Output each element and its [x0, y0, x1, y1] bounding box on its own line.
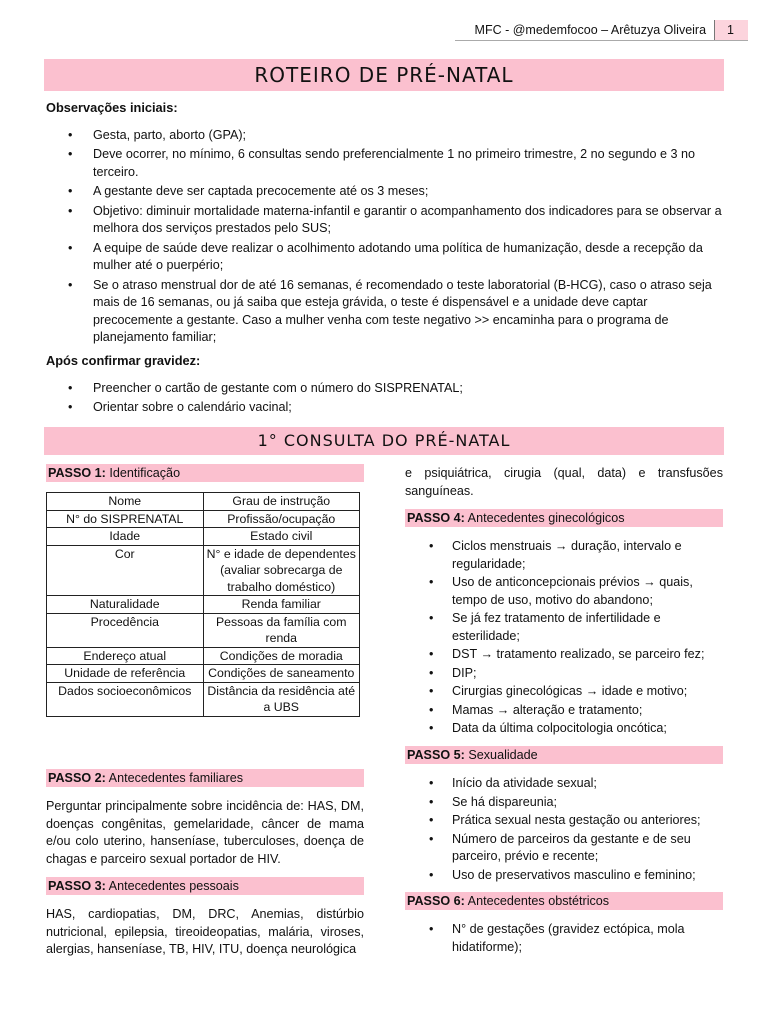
list-item: • Uso de preservativos masculino e feminino; — [405, 867, 723, 885]
list-item: • A equipe de saúde deve realizar o acolhimento adotando uma política de humanização, desde a recepção da mulher até o puerpério; — [46, 240, 726, 275]
list-item: • Prática sexual nesta gestação ou anteriores; — [405, 812, 723, 830]
table-row — [47, 647, 360, 665]
passo-title: Sexualidade — [468, 748, 538, 762]
passo-3-continuation: e psiquiátrica, cirugia (qual, data) e transfusões sanguíneas. — [405, 466, 723, 498]
table-row — [47, 510, 360, 528]
passo-4-list — [405, 538, 723, 738]
list-item: • Data da última colpocitologia oncótica; — [405, 720, 723, 738]
table-cell: Idade — [47, 528, 204, 546]
passo-2-header — [46, 769, 364, 787]
passo-label: PASSO 3: — [48, 879, 106, 893]
table-cell: Cor — [47, 545, 204, 596]
table-cell: Condições de saneamento — [203, 665, 360, 683]
list-item: • DIP; — [405, 665, 723, 683]
table-cell: Nome — [47, 493, 204, 511]
header-rule — [455, 40, 748, 41]
table-row — [47, 613, 360, 647]
section-title: 1° CONSULTA DO PRÉ-NATAL — [44, 427, 724, 455]
list-item: • Se há dispareunia; — [405, 794, 723, 812]
list-item: • Cirurgias ginecológicas → idade e motivo; — [405, 683, 723, 701]
passo-label: PASSO 5: — [407, 748, 465, 762]
table-cell: Distância da residência até a UBS — [203, 682, 360, 716]
left-column — [46, 464, 364, 717]
passo-5-header — [405, 746, 723, 764]
list-item: • Número de parceiros da gestante e de seu parceiro, prévio e recente; — [405, 831, 723, 866]
list-item: • Se o atraso menstrual dor de até 16 semanas, é recomendado o teste laboratorial (B-HCG), caso o atraso seja mais de 16 semanas, ou já saiba que esteja grávida, o teste é dispensável e a unidade deve captar precocemente a gestante. Caso a mulher venha com teste negativo >> encaminha para o programa de planejamento familiar; — [46, 277, 726, 347]
passo-label: PASSO 1: — [48, 466, 106, 480]
table-row — [47, 493, 360, 511]
table-cell: Profissão/ocupação — [203, 510, 360, 528]
table-row — [47, 596, 360, 614]
list-item: • Ciclos menstruais → duração, intervalo e regularidade; — [405, 538, 723, 573]
table-cell: Procedência — [47, 613, 204, 647]
list-item: • Gesta, parto, aborto (GPA); — [46, 127, 726, 145]
passo-3-text: HAS, cardiopatias, DM, DRC, Anemias, distúrbio nutricional, epilepsia, tireoideopatias, malária, viroses, alergias, hanseníase, TB, HIV, ITU, doença neurológica — [46, 907, 364, 956]
intro-list — [46, 127, 726, 347]
passo-3-header — [46, 877, 364, 895]
after-heading: Após confirmar gravidez: — [46, 353, 201, 368]
list-item: • Mamas → alteração e tratamento; — [405, 702, 723, 720]
intro-section — [46, 99, 726, 349]
list-item: • Orientar sobre o calendário vacinal; — [46, 399, 726, 417]
passo-label: PASSO 4: — [407, 511, 465, 525]
list-item: • A gestante deve ser captada precocemente até os 3 meses; — [46, 183, 726, 201]
passo-5-section — [405, 746, 723, 885]
table-row — [47, 682, 360, 716]
list-item: • Objetivo: diminuir mortalidade materna-infantil e garantir o acompanhamento dos indicadores para se observar a melhora dos serviços prestados pelo SUS; — [46, 203, 726, 238]
passo-5-list — [405, 775, 723, 884]
passo-6-header — [405, 892, 723, 910]
page-title: ROTEIRO DE PRÉ-NATAL — [44, 59, 724, 91]
table-cell: Condições de moradia — [203, 647, 360, 665]
passo-title: Antecedentes familiares — [108, 771, 244, 785]
list-item: • Deve ocorrer, no mínimo, 6 consultas sendo preferencialmente 1 no primeiro trimestre, 2 no segundo e 3 no terceiro. — [46, 146, 726, 181]
table-cell: N° e idade de dependentes (avaliar sobrecarga de trabalho doméstico) — [203, 545, 360, 596]
identification-table — [46, 492, 360, 717]
after-section — [46, 352, 726, 419]
table-row — [47, 665, 360, 683]
table-cell: Renda familiar — [203, 596, 360, 614]
table-cell: N° do SISPRENATAL — [47, 510, 204, 528]
table-cell: Pessoas da família com renda — [203, 613, 360, 647]
list-item: • DST → tratamento realizado, se parceiro fez; — [405, 646, 723, 664]
passo-2-text: Perguntar principalmente sobre incidência de: HAS, DM, doenças congênitas, gemelaridade, câncer de mama e/ou colo uterino, hanseníase, tuberculoses, doença de chagas e parceiro sexual portador de HIV. — [46, 799, 364, 866]
after-list — [46, 380, 726, 417]
table-row — [47, 528, 360, 546]
page-number: 1 — [714, 20, 748, 40]
table-cell: Endereço atual — [47, 647, 204, 665]
table-cell: Unidade de referência — [47, 665, 204, 683]
passo-3-section — [46, 877, 364, 959]
passo-title: Antecedentes pessoais — [108, 879, 239, 893]
right-column — [405, 465, 723, 500]
table-cell: Grau de instrução — [203, 493, 360, 511]
page-header — [475, 20, 748, 40]
list-item: • Se já fez tratamento de infertilidade e esterilidade; — [405, 610, 723, 645]
table-cell: Estado civil — [203, 528, 360, 546]
table-row — [47, 545, 360, 596]
passo-title: Identificação — [109, 466, 181, 480]
passo-label: PASSO 6: — [407, 894, 465, 908]
table-cell: Naturalidade — [47, 596, 204, 614]
passo-6-section — [405, 892, 723, 957]
passo-2-section — [46, 769, 364, 868]
passo-4-section — [405, 509, 723, 739]
passo-label: PASSO 2: — [48, 771, 106, 785]
list-item: • Início da atividade sexual; — [405, 775, 723, 793]
list-item: • Uso de anticoncepcionais prévios → quais, tempo de uso, motivo do abandono; — [405, 574, 723, 609]
intro-heading: Observações iniciais: — [46, 100, 178, 115]
passo-4-header — [405, 509, 723, 527]
passo-title: Antecedentes ginecológicos — [467, 511, 625, 525]
passo-title: Antecedentes obstétricos — [467, 894, 610, 908]
passo-1-header — [46, 464, 364, 482]
passo-6-list — [405, 921, 723, 956]
header-author: MFC - @medemfocoo – Arêtuzya Oliveira — [474, 23, 707, 37]
list-item: • Preencher o cartão de gestante com o número do SISPRENATAL; — [46, 380, 726, 398]
list-item: • N° de gestações (gravidez ectópica, mola hidatiforme); — [405, 921, 723, 956]
table-cell: Dados socioeconômicos — [47, 682, 204, 716]
